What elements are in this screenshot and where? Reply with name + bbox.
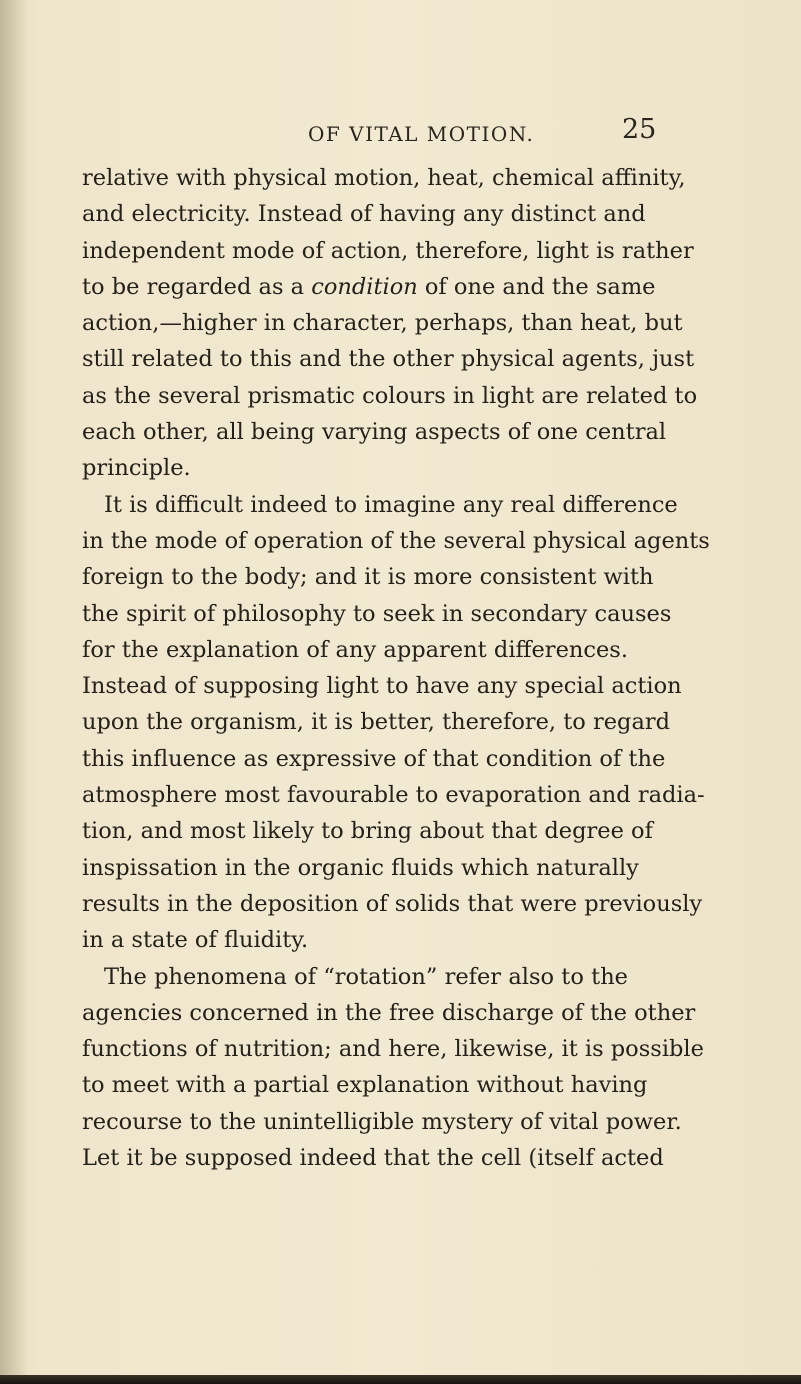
text-line: atmosphere most favourable to evaporation and radia-	[82, 782, 705, 809]
text-line: for the explanation of any apparent differences.	[82, 636, 628, 663]
italic-emphasis: condition	[311, 273, 418, 300]
text-line: recourse to the unintelligible mystery of vital power.	[82, 1108, 682, 1135]
text-line: and electricity. Instead of having any distinct and	[82, 201, 646, 228]
text-line: foreign to the body; and it is more consistent with	[82, 564, 654, 591]
paragraph-start-line: It is difficult indeed to imagine any real difference	[104, 491, 678, 518]
text-line: as the several prismatic colours in light are related to	[82, 382, 698, 409]
text-line: tion, and most likely to bring about that degree of	[82, 818, 653, 845]
page-header	[0, 112, 801, 152]
gutter-shadow	[0, 0, 28, 1384]
page-edge-shadow	[0, 1375, 801, 1384]
text-line: results in the deposition of solids that were previously	[82, 890, 703, 917]
text-line: Instead of supposing light to have any special action	[82, 673, 682, 700]
text-line: each other, all being varying aspects of one central	[82, 419, 667, 446]
text-line: inspissation in the organic fluids which naturally	[82, 854, 639, 881]
body-text	[82, 160, 710, 1176]
text-line: relative with physical motion, heat, chemical affinity,	[82, 165, 686, 191]
text-line: in the mode of operation of the several physical agents	[82, 527, 710, 554]
text-line: action,—higher in character, perhaps, than heat, but	[82, 310, 683, 337]
text-line: the spirit of philosophy to seek in secondary causes	[82, 600, 672, 627]
page-number: 25	[622, 114, 657, 145]
text-line: still related to this and the other physical agents, just	[82, 346, 695, 373]
text-line: this influence as expressive of that condition of the	[82, 745, 666, 772]
text-line: Let it be supposed indeed that the cell (itself acted	[82, 1145, 664, 1172]
text-line: functions of nutrition; and here, likewise, it is possible	[82, 1036, 704, 1063]
text-line: agencies concerned in the free discharge of the other	[82, 999, 696, 1026]
running-head: OF VITAL MOTION.	[308, 122, 535, 146]
paragraph-start-line: The phenomena of “rotation” refer also to the	[104, 963, 628, 990]
text-line: independent mode of action, therefore, light is rather	[82, 237, 694, 264]
text-line: principle.	[82, 455, 191, 482]
text-line: upon the organism, it is better, therefore, to regard	[82, 709, 671, 736]
text-line-with-italic: to be regarded as a condition of one and the same	[82, 273, 656, 300]
text-line: in a state of fluidity.	[82, 927, 309, 954]
text-line: to meet with a partial explanation without having	[82, 1072, 648, 1099]
